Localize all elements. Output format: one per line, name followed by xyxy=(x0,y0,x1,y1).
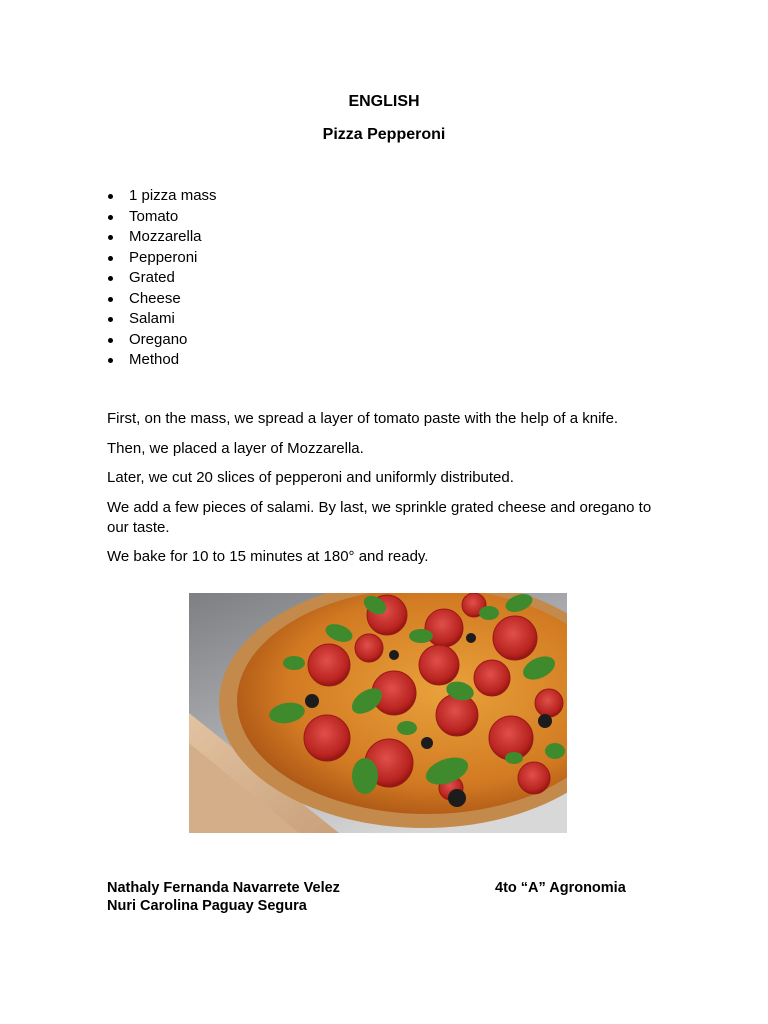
bullet-icon xyxy=(108,256,113,261)
bullet-icon xyxy=(108,358,113,363)
author-name: Nuri Carolina Paguay Segura xyxy=(107,898,307,914)
bullet-icon xyxy=(108,235,113,240)
bullet-icon xyxy=(108,215,113,220)
course-label: 4to “A” Agronomia xyxy=(495,880,626,896)
list-item: Salami xyxy=(107,309,217,330)
list-item: Pepperoni xyxy=(107,248,217,269)
recipe-title: Pizza Pepperoni xyxy=(322,126,446,143)
pizza-photo xyxy=(189,593,567,833)
method-step-5: We bake for 10 to 15 minutes at 180° and ready. xyxy=(107,548,429,565)
method-step-3: Later, we cut 20 slices of pepperoni and uniformly distributed. xyxy=(107,469,514,486)
list-item: Oregano xyxy=(107,330,217,351)
list-item: Method xyxy=(107,350,217,371)
bullet-icon xyxy=(108,317,113,322)
author-name: Nathaly Fernanda Navarrete Velez xyxy=(107,880,340,896)
list-item: Mozzarella xyxy=(107,227,217,248)
bullet-icon xyxy=(108,338,113,343)
bullet-icon xyxy=(108,276,113,281)
list-item: 1 pizza mass xyxy=(107,186,217,207)
list-item: Cheese xyxy=(107,289,217,310)
ingredient-list xyxy=(107,186,217,371)
method-step-4: We add a few pieces of salami. By last, we sprinkle grated cheese and oregano to our taste. xyxy=(107,499,652,536)
bullet-icon xyxy=(108,297,113,302)
bullet-icon xyxy=(108,194,113,199)
list-item: Grated xyxy=(107,268,217,289)
method-step-2: Then, we placed a layer of Mozzarella. xyxy=(107,440,364,457)
method-step-1: First, on the mass, we spread a layer of tomato paste with the help of a knife. xyxy=(107,410,619,427)
document-subject: ENGLISH xyxy=(348,93,420,110)
list-item: Tomato xyxy=(107,207,217,228)
authors xyxy=(107,879,340,915)
